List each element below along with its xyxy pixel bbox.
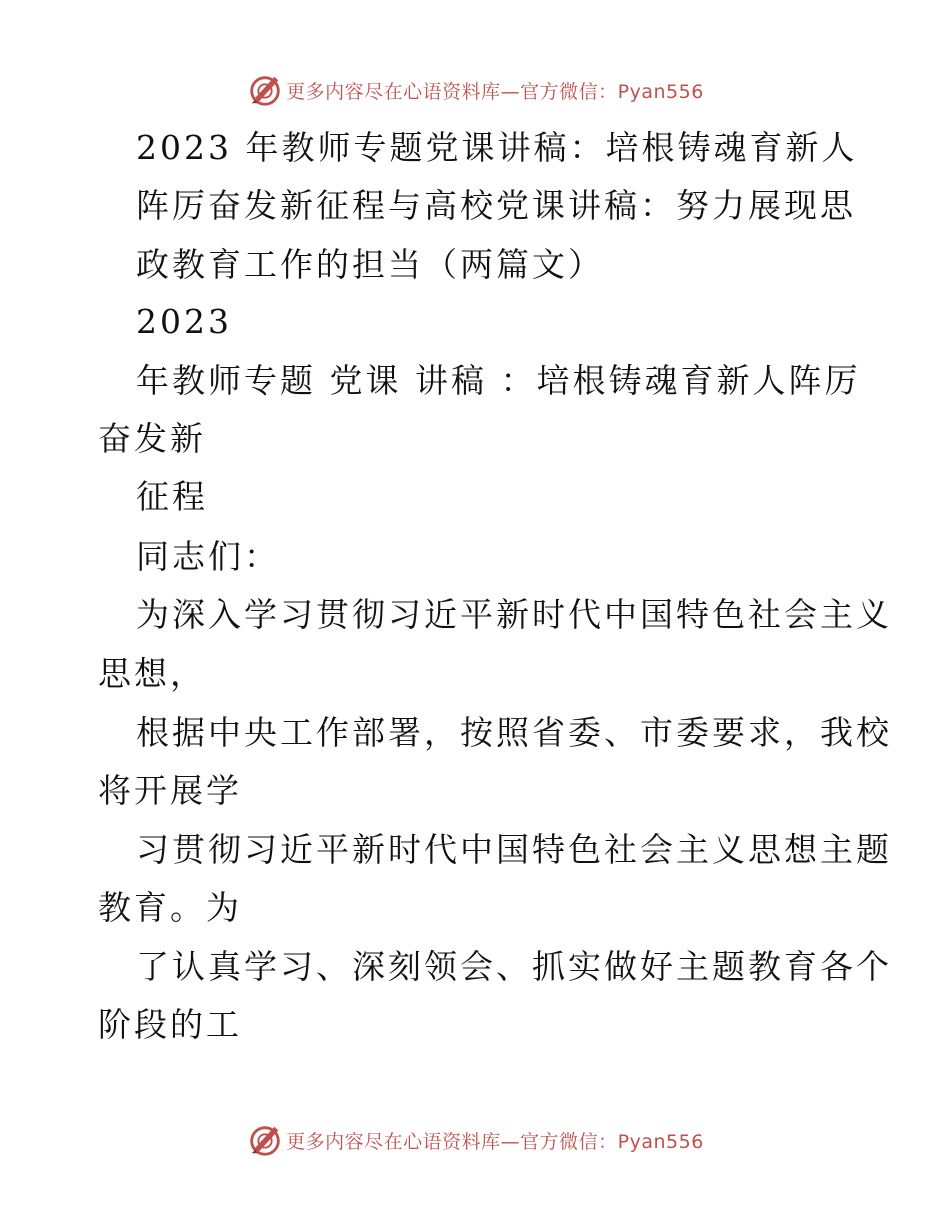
greeting: 同志们： bbox=[136, 537, 280, 576]
heading-year: 2023 bbox=[136, 302, 232, 341]
heading-line-1: 年教师专题 党课 讲稿 ：培根铸魂育新人阵厉 bbox=[136, 361, 861, 400]
title-line-1: 2023 年教师专题党课讲稿：培根铸魂育新人 bbox=[136, 128, 858, 167]
heading-line-3: 征程 bbox=[136, 477, 208, 516]
paragraph-line: 了认真学习、深刻领会、抓实做好主题教育各个 bbox=[136, 947, 892, 986]
paragraph-line: 思想， bbox=[98, 654, 206, 693]
paragraph-line: 阶段的工 bbox=[98, 1005, 242, 1044]
paragraph-line: 习贯彻习近平新时代中国特色社会主义思想主题 bbox=[136, 830, 892, 869]
paragraph-line: 教育。为 bbox=[98, 888, 242, 927]
heading-line-2: 奋发新 bbox=[98, 419, 206, 458]
title-line-3: 政教育工作的担当（两篇文） bbox=[136, 245, 604, 284]
footer-watermark bbox=[0, 1120, 950, 1160]
title-line-2: 阵厉奋发新征程与高校党课讲稿：努力展现思 bbox=[136, 186, 856, 225]
paragraph-line: 为深入学习贯彻习近平新时代中国特色社会主义 bbox=[136, 595, 892, 634]
watermark-text: 更多内容尽在心语资料库—官方微信：Pyan556 bbox=[286, 80, 704, 103]
watermark-text: 更多内容尽在心语资料库—官方微信：Pyan556 bbox=[286, 1130, 704, 1153]
pen-seal-icon bbox=[246, 1121, 284, 1159]
paragraph-line: 根据中央工作部署，按照省委、市委要求，我校 bbox=[136, 713, 892, 752]
paragraph-line: 将开展学 bbox=[98, 771, 242, 810]
